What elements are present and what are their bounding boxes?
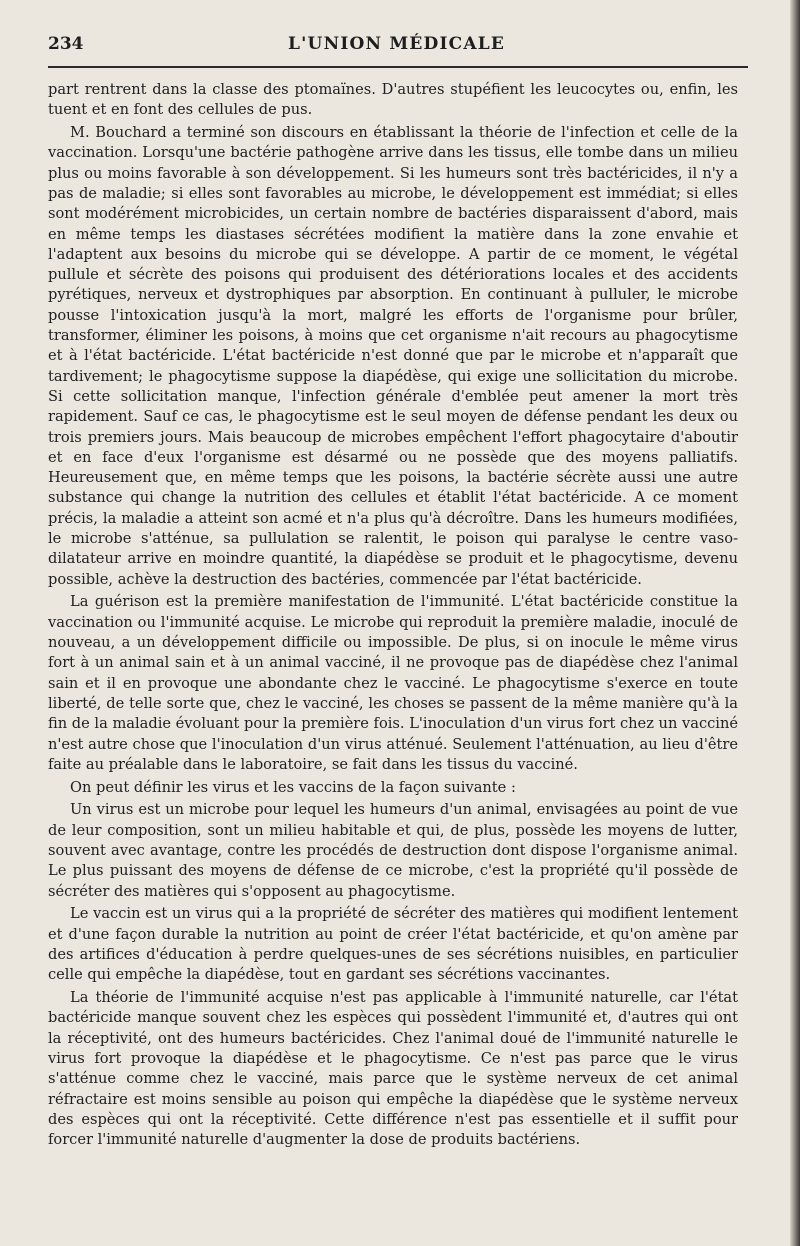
page-number: 234 (48, 34, 84, 54)
paragraph-vaccin-definition: Le vaccin est un virus qui a la propriété de sécréter des matières qui modifient lentement et d'une façon durable la nutrition au point de créer l'état bactéricide, et qu'on amène par des artifices d'éducation à perdre quelques-unes de ses sécrétions nuisibles, en particulier celle qui empêche la diapédèse, tout en gardant ses sécrétions vaccinantes. (48, 905, 738, 984)
paragraph-theory-infection: M. Bouchard a terminé son discours en établissant la théorie de l'infection et celle de la vaccination. Lorsqu'une bactérie pathogène arrive dans les tissus, elle tombe dans un milieu plus ou moins favorable à son développement. Si les humeurs sont très bactéricides, il n'y a pas de maladie; si elles sont favorables au microbe, le développement est immédiat; si elles sont modérément microbicides, un certain nombre de bactéries disparaissent d'abord, mais en même temps les diastases sécrétées modifient la matière dans la zone envahie et l'adaptent aux besoins du microbe qui se développe. A partir de ce moment, le végétal pullule et sécrète des poisons qui produisent des détériorations locales et des accidents pyrétiques, nerveux et dystrophiques par absorption. En continuant à pulluler, le microbe pousse l'intoxication jusqu'à la mort, malgré les efforts de l'organisme pour brûler, transformer, éliminer les poisons, à moins que cet organisme n'ait recours au phagocytisme et à l'état bactéricide. L'état bactéricide n'est donné que par le microbe et n'apparaît que tardivement; le phagocytisme suppose la diapédèse, qui exige une sollicitation du microbe. Si cette sollicitation manque, l'infection générale d'emblée peut amener la mort très rapidement. Sauf ce cas, le phagocytisme est le seul moyen de défense pendant les deux ou trois premiers jours. Mais beaucoup de microbes empêchent l'effort phagocytaire d'aboutir et en face d'eux l'organisme est désarmé ou ne possède que des moyens palliatifs. Heureusement que, en même temps que les poisons, la bactérie sécrète aussi une autre substance qui change la nutrition des cellules et établit l'état bactéricide. A ce moment précis, la maladie a atteint son acmé et n'a plus qu'à décroître. Dans les humeurs modifiées, le microbe s'atténue, sa pullulation se ralentit, le poison qui paralyse le centre vaso-dilatateur arrive en moindre quantité, la diapédèse se produit et le phagocytisme, devenu possible, achève la destruction des bactéries, commencée par l'état bactéricide. (48, 124, 738, 588)
body-text (48, 80, 738, 1153)
running-title: L'UNION MÉDICALE (288, 34, 506, 54)
page-edge-shadow (790, 0, 800, 1246)
paragraph-virus-definition: Un virus est un microbe pour lequel les humeurs d'un animal, envisagées au point de vue de leur composition, sont un milieu habitable et qui, de plus, possède les moyens de lutter, souvent avec avantage, contre les procédés de destruction dont dispose l'organisme animal. Le plus puissant des moyens de défense de ce microbe, c'est la propriété qu'il possède de sécréter des matières qui s'opposent au phagocytisme. (48, 801, 738, 900)
paragraph-continuation: part rentrent dans la classe des ptomaïnes. D'autres stupéfient les leucocytes ou, enfin, les tuent et en font des cellules de pus. (48, 81, 738, 119)
header-rule (48, 66, 748, 68)
paragraph-guerison: La guérison est la première manifestation de l'immunité. L'état bactéricide constitue la vaccination ou l'immunité acquise. Le microbe qui reproduit la première maladie, inoculé de nouveau, a un développement difficile ou impossible. De plus, si on inocule le même virus fort à un animal sain et à un animal vacciné, il ne provoque pas de diapédèse chez l'animal sain et il en provoque une abondante chez le vacciné. Le phagocytisme s'exerce en toute liberté, de telle sorte que, chez le vacciné, les choses se passent de la même manière qu'à la fin de la maladie évoluant pour la première fois. L'inoculation d'un virus fort chez un vacciné n'est autre chose que l'inoculation d'un virus atténué. Seulement l'atténuation, au lieu d'être faite au préalable dans le laboratoire, se fait dans les tissus du vacciné. (48, 593, 738, 773)
paragraph-immunite-naturelle: La théorie de l'immunité acquise n'est pas applicable à l'immunité naturelle, car l'état bactéricide manque souvent chez les espèces qui possèdent l'immunité et, d'autres qui ont la réceptivité, ont des humeurs bactéricides. Chez l'animal doué de l'immunité naturelle le virus fort provoque la diapédèse et le phagocytisme. Ce n'est pas parce que le virus s'atténue comme chez le vacciné, mais parce que le système nerveux de cet animal réfractaire est moins sensible au poison qui empêche la diapédèse que le système nerveux des espèces qui ont la réceptivité. Cette différence n'est pas essentielle et il suffit pour forcer l'immunité naturelle d'augmenter la dose de produits bactériens. (48, 989, 738, 1149)
page-header (48, 34, 748, 62)
paragraph-definition-intro: On peut définir les virus et les vaccins de la façon suivante : (70, 778, 516, 796)
